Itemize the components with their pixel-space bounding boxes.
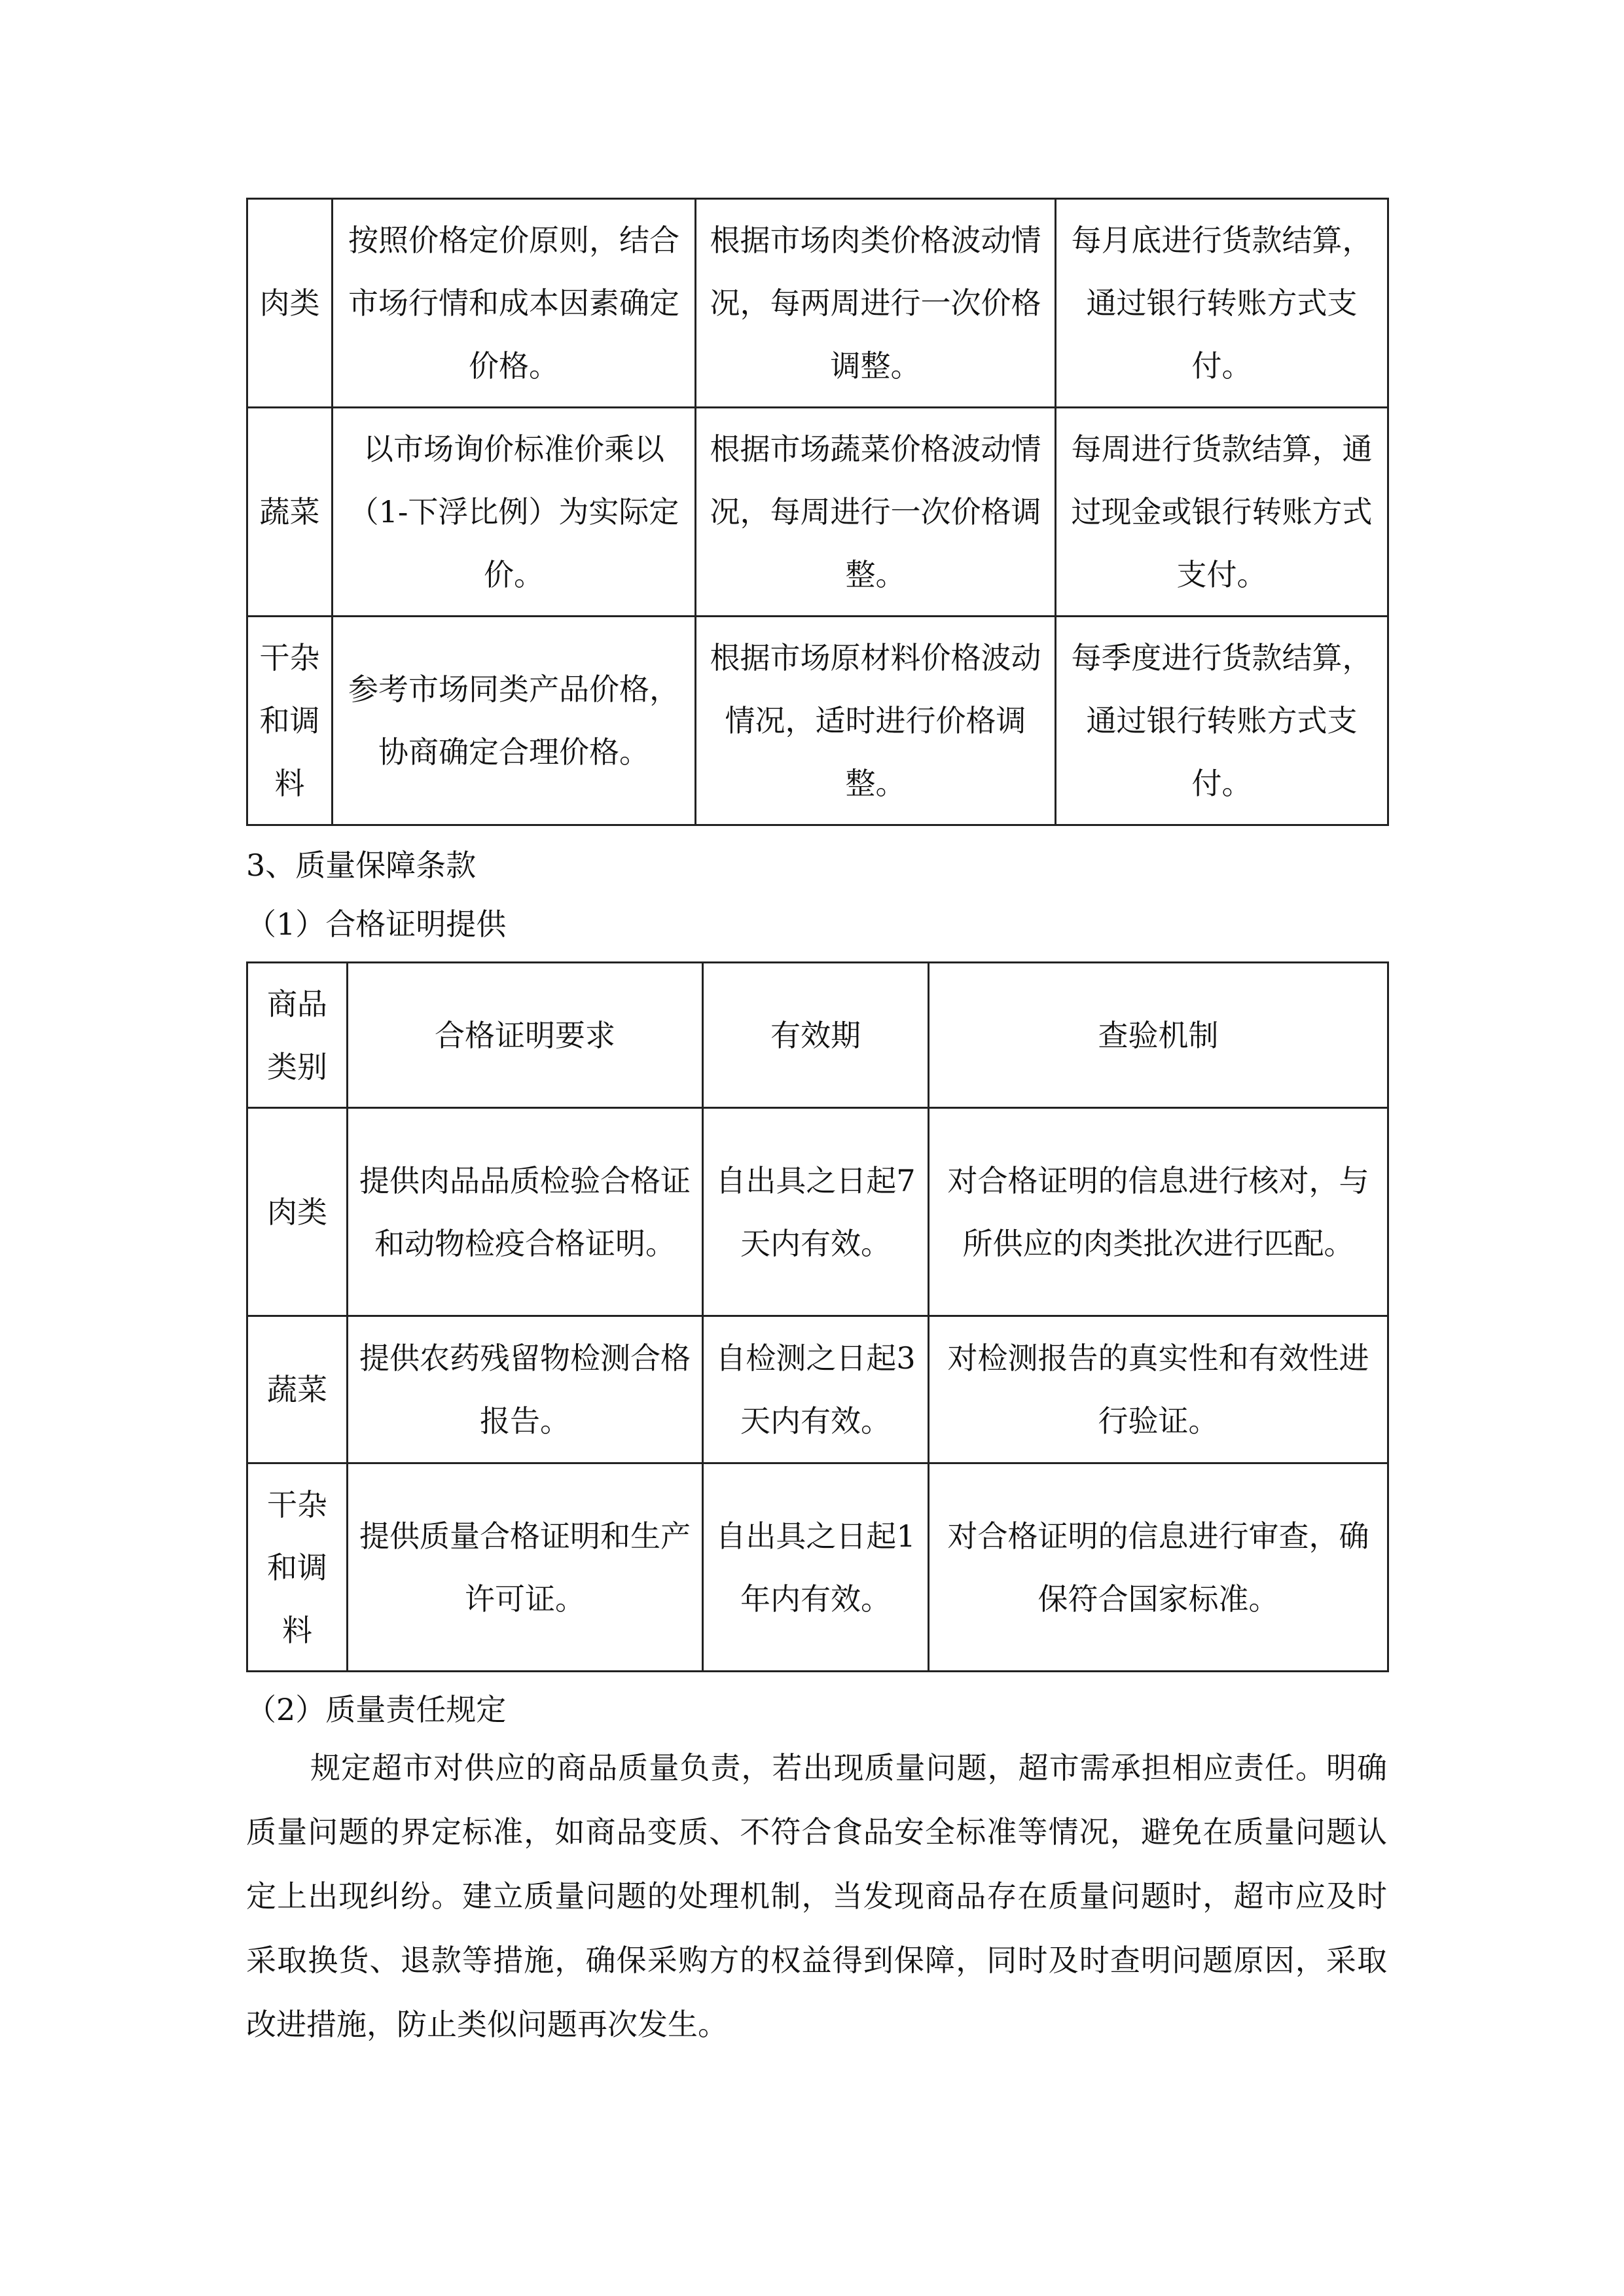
subsection-2-heading: （2）质量责任规定: [246, 1692, 507, 1727]
settlement-cell: 每月底进行货款结算，通过银行转账方式支付。: [1056, 199, 1388, 408]
requirement-cell: 提供肉品品质检验合格证和动物检疫合格证明。: [348, 1108, 703, 1316]
category-cell: 肉类: [247, 1108, 348, 1316]
pricing-cell: 参考市场同类产品价格，协商确定合理价格。: [333, 617, 696, 825]
pricing-cell: 以市场询价标准价乘以（1-下浮比例）为实际定价。: [333, 408, 696, 617]
category-cell: 肉类: [247, 199, 333, 408]
category-cell: 蔬菜: [247, 1316, 348, 1463]
validity-cell: 自出具之日起7天内有效。: [703, 1108, 929, 1316]
inspection-cell: 对合格证明的信息进行核对，与所供应的肉类批次进行匹配。: [929, 1108, 1388, 1316]
table-row: [247, 1463, 1388, 1672]
table-row: [247, 1316, 1388, 1463]
column-header: 合格证明要求: [348, 963, 703, 1108]
category-cell: 干杂和调料: [247, 617, 333, 825]
validity-cell: 自检测之日起3天内有效。: [703, 1316, 929, 1463]
section-3-heading: 3、质量保障条款: [246, 848, 477, 883]
table-row: [247, 199, 1388, 408]
category-cell: 蔬菜: [247, 408, 333, 617]
subsection-1-heading: （1）合格证明提供: [246, 906, 507, 942]
column-header: 查验机制: [929, 963, 1388, 1108]
table-row: [247, 1108, 1388, 1316]
table-row: [247, 408, 1388, 617]
inspection-cell: 对合格证明的信息进行审查，确保符合国家标准。: [929, 1463, 1388, 1672]
category-cell: 干杂和调料: [247, 1463, 348, 1672]
pricing-cell: 按照价格定价原则，结合市场行情和成本因素确定价格。: [333, 199, 696, 408]
column-header: 商品类别: [247, 963, 348, 1108]
body-paragraph: 规定超市对供应的商品质量负责，若出现质量问题，超市需承担相应责任。明确质量问题的界定标准，如商品变质、不符合食品安全标准等情况，避免在质量问题认定上出现纠纷。建立质量问题的处理机制，当发现商品存在质量问题时，超市应及时采取换货、退款等措施，确保采购方的权益得到保障，同时及时查明问题原因，采取改进措施，防止类似问题再次发生。: [246, 1750, 1387, 2042]
requirement-cell: 提供质量合格证明和生产许可证。: [348, 1463, 703, 1672]
adjustment-cell: 根据市场肉类价格波动情况，每两周进行一次价格调整。: [696, 199, 1056, 408]
adjustment-cell: 根据市场原材料价格波动情况，适时进行价格调整。: [696, 617, 1056, 825]
validity-cell: 自出具之日起1年内有效。: [703, 1463, 929, 1672]
column-header: 有效期: [703, 963, 929, 1108]
requirement-cell: 提供农药残留物检测合格报告。: [348, 1316, 703, 1463]
pricing-table: [246, 198, 1389, 826]
certification-table: [246, 961, 1389, 1672]
adjustment-cell: 根据市场蔬菜价格波动情况，每周进行一次价格调整。: [696, 408, 1056, 617]
inspection-cell: 对检测报告的真实性和有效性进行验证。: [929, 1316, 1388, 1463]
settlement-cell: 每周进行货款结算，通过现金或银行转账方式支付。: [1056, 408, 1388, 617]
table-header-row: [247, 963, 1388, 1108]
settlement-cell: 每季度进行货款结算，通过银行转账方式支付。: [1056, 617, 1388, 825]
table-row: [247, 617, 1388, 825]
